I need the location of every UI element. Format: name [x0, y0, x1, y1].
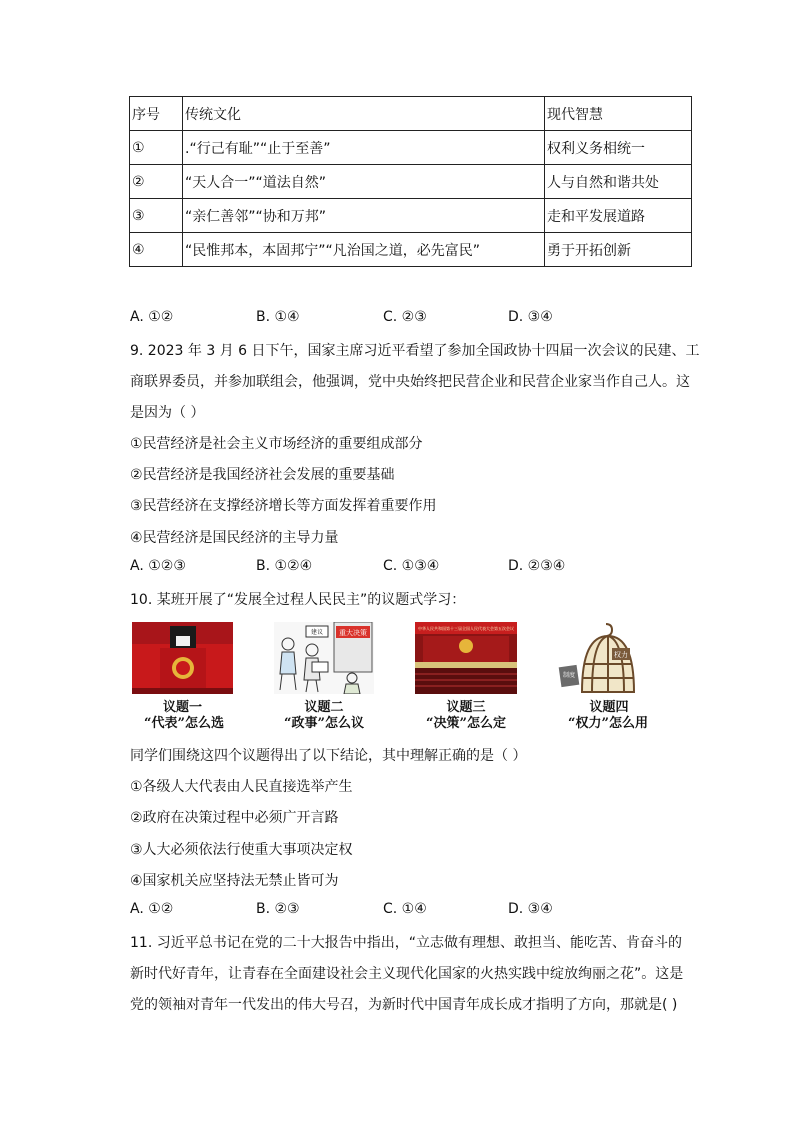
table-cell: .“行己有耻”“止于至善”	[183, 131, 545, 165]
topic-subtitle: “代表”怎么选	[144, 716, 224, 731]
option-b[interactable]: B. ①④	[256, 309, 300, 325]
option-c[interactable]: C. ②③	[383, 309, 427, 325]
table-cell: ②	[130, 165, 183, 199]
option-a[interactable]: A. ①②	[130, 901, 174, 917]
q10-item: ④国家机关应坚持法无禁止皆可为	[130, 873, 339, 889]
topic-subtitle: “权力”怎么用	[568, 716, 648, 731]
image-tag: 重大决策	[339, 629, 367, 637]
table-row	[130, 233, 692, 267]
q9-item: ②民营经济是我国经济社会发展的重要基础	[130, 467, 395, 483]
q10-item: ①各级人大代表由人民直接选举产生	[130, 779, 353, 795]
table-cell: ①	[130, 131, 183, 165]
q10-question: 同学们围绕这四个议题得出了以下结论，其中理解正确的是（ ）	[130, 748, 527, 764]
q9-stem-line: 商联界委员，并参加联组会，他强调，党中央始终把民营企业和民营企业家当作自己人。这	[130, 374, 690, 390]
power-cage-image	[556, 622, 662, 694]
option-d[interactable]: D. ③④	[508, 309, 553, 325]
table-row	[130, 131, 692, 165]
q9-item: ④民营经济是国民经济的主导力量	[130, 530, 339, 546]
topic-title: 议题二	[304, 700, 344, 715]
table-cell: ④	[130, 233, 183, 267]
table-header-cell: 传统文化	[183, 97, 545, 131]
topic-title: 议题四	[589, 700, 629, 715]
q11-stem-line: 党的领袖对青年一代发出的伟大号召，为新时代中国青年成长成才指明了方向，那就是( )	[130, 997, 678, 1013]
congress-hall-image	[415, 622, 517, 694]
option-b[interactable]: B. ②③	[256, 901, 300, 917]
topic-title: 议题三	[446, 700, 486, 715]
table-cell: ③	[130, 199, 183, 233]
option-c[interactable]: C. ①④	[383, 901, 427, 917]
table-header-cell: 现代智慧	[545, 97, 692, 131]
q10-item: ②政府在决策过程中必须广开言路	[130, 810, 339, 826]
image-tag: 权力	[614, 651, 628, 659]
table-header-row	[130, 97, 692, 131]
q11-stem-line: 11. 习近平总书记在党的二十大报告中指出，“立志做有理想、敢担当、能吃苦、肯奋斗的	[130, 935, 682, 951]
topic-title: 议题一	[162, 700, 202, 715]
table-cell: “民惟邦本，本固邦宁”“凡治国之道，必先富民”	[183, 233, 545, 267]
table-header-cell: 序号	[130, 97, 183, 131]
image-banner: 中华人民共和国第十三届全国人民代表大会第五次会议	[418, 626, 514, 631]
ballot-box-image	[132, 622, 233, 694]
option-b[interactable]: B. ①②④	[256, 558, 313, 574]
image-tag: 建议	[310, 629, 324, 636]
q10-item: ③人大必须依法行使重大事项决定权	[130, 842, 353, 858]
option-a[interactable]: A. ①②	[130, 309, 174, 325]
culture-table	[129, 96, 692, 267]
image-tag: 制度	[562, 672, 576, 679]
option-c[interactable]: C. ①③④	[383, 558, 440, 574]
table-cell: 人与自然和谐共处	[545, 165, 692, 199]
table-cell: 勇于开拓创新	[545, 233, 692, 267]
option-d[interactable]: D. ③④	[508, 901, 553, 917]
q9-item: ①民营经济是社会主义市场经济的重要组成部分	[130, 436, 423, 452]
topic-subtitle: “决策”怎么定	[426, 716, 506, 731]
table-row	[130, 199, 692, 233]
option-a[interactable]: A. ①②③	[130, 558, 186, 574]
table-row	[130, 165, 692, 199]
q9-item: ③民营经济在支撑经济增长等方面发挥着重要作用	[130, 498, 437, 514]
cartoon-discussion-image	[274, 622, 374, 694]
table-cell: 走和平发展道路	[545, 199, 692, 233]
topic-subtitle: “政事”怎么议	[284, 716, 364, 731]
option-d[interactable]: D. ②③④	[508, 558, 566, 574]
q9-stem-line: 9. 2023 年 3 月 6 日下午，国家主席习近平看望了参加全国政协十四届一次会议的民建、工	[130, 343, 700, 359]
q10-stem: 10. 某班开展了“发展全过程人民民主”的议题式学习：	[130, 592, 466, 608]
table-cell: “亲仁善邻”“协和万邦”	[183, 199, 545, 233]
q9-stem-line: 是因为（ ）	[130, 405, 205, 421]
table-cell: 权利义务相统一	[545, 131, 692, 165]
table-cell: “天人合一”“道法自然”	[183, 165, 545, 199]
q11-stem-line: 新时代好青年，让青春在全面建设社会主义现代化国家的火热实践中绽放绚丽之花”。这是	[130, 966, 684, 982]
